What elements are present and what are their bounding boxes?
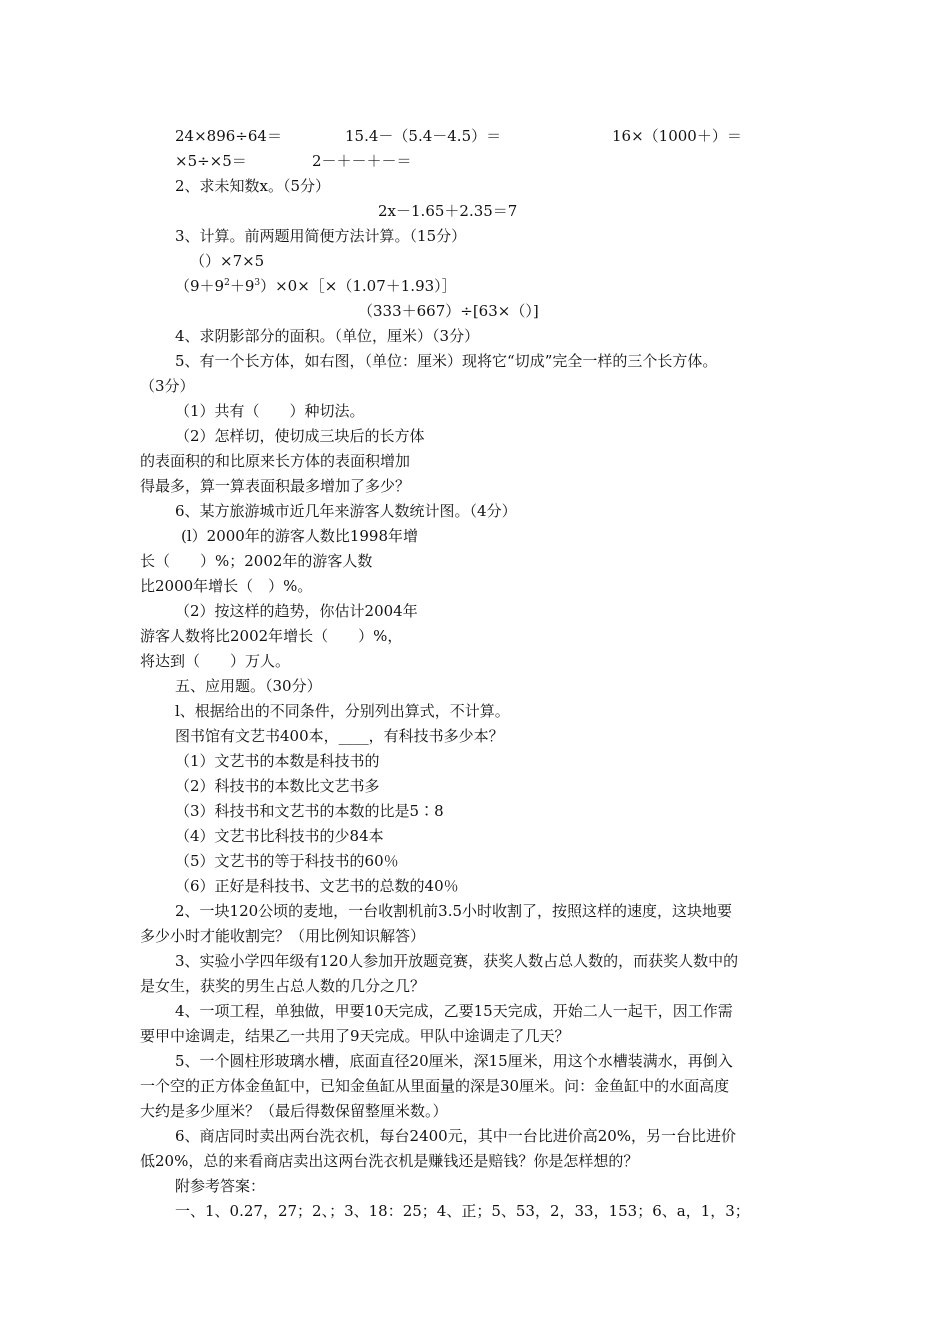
app-question-4-line-1: 4、一项工程，单独做，甲要10天完成，乙要15天完成，开始二人一起干，因工作需: [175, 1002, 733, 1020]
answer-key-title: 附参考答案：: [175, 1177, 266, 1195]
equation-line: 2x－1.65＋2.35＝7: [378, 202, 518, 220]
app-question-1-cond-6: （6）正好是科技书、文艺书的总数的40％: [175, 877, 459, 895]
calc-line-2b: 2－＋－＋－＝: [312, 152, 412, 170]
calc-line-1b: 15.4－（5.4－4.5）＝: [345, 127, 502, 145]
app-question-1-stem: 图书馆有文艺书400本，____，有科技书多少本？: [175, 727, 504, 745]
app-question-1-cond-3: （3）科技书和文艺书的本数的比是5∶8: [175, 802, 444, 820]
app-question-5-line-2: 一个空的正方体金鱼缸中，已知金鱼缸从里面量的深是30厘米。问：金鱼缸中的水面高度: [140, 1077, 730, 1095]
calc-line-1c: 16×（1000＋）＝: [612, 127, 742, 145]
calc-expression-1: （）×7×5: [190, 252, 265, 270]
app-question-3-line-1: 3、实验小学四年级有120人参加开放题竞赛，获奖人数占总人数的，而获奖人数中的: [175, 952, 739, 970]
app-question-5-line-1: 5、一个圆柱形玻璃水槽，底面直径20厘米，深15厘米，用这个水槽装满水，再倒入: [175, 1052, 733, 1070]
app-question-2-line-1: 2、一块120公顷的麦地，一台收割机前3.5小时收割了，按照这样的速度，这块地要: [175, 902, 733, 920]
question-5-part-2: （2）怎样切，使切成三块后的长方体: [175, 427, 425, 445]
app-question-1-cond-5: （5）文艺书的等于科技书的60％: [175, 852, 399, 870]
question-5-part-2-cont-2: 得最多，算一算表面积最多增加了多少？: [140, 477, 411, 495]
question-6-part-1-cont-2: 比2000年增长（ ）%。: [140, 577, 313, 595]
question-2-title: 2、求未知数x。（5分）: [175, 177, 331, 195]
calc-line-1a: 24×896÷64＝: [175, 127, 282, 145]
app-question-1-cond-1: （1）文艺书的本数是科技书的: [175, 752, 380, 770]
question-5-part-2-cont-1: 的表面积的和比原来长方体的表面积增加: [140, 452, 411, 470]
question-6-part-2-cont-1: 游客人数将比2002年增长（ ）%，: [140, 627, 403, 645]
question-6-part-1-cont-1: 长（ ）%；2002年的游客人数: [140, 552, 373, 570]
app-question-1-cond-4: （4）文艺书比科技书的少84本: [175, 827, 384, 845]
app-question-6-line-1: 6、商店同时卖出两台洗衣机，每台2400元，其中一台比进价高20%，另一台比进价: [175, 1127, 737, 1145]
answer-key-line-1: 一、1、0.27，27；2、；3、18：25；4、正；5、53，2，33，153；6、a，1，3；: [175, 1202, 750, 1220]
section-5-title: 五、应用题。（30分）: [175, 677, 322, 695]
question-3-title: 3、计算。前两题用简便方法计算。（15分）: [175, 227, 467, 245]
app-question-6-line-2: 低20%，总的来看商店卖出这两台洗衣机是赚钱还是赔钱？你是怎样想的？: [140, 1152, 639, 1170]
app-question-1-title: l、根据给出的不同条件，分别列出算式，不计算。: [175, 702, 510, 720]
question-6-part-1: (l）2000年的游客人数比1998年增: [181, 527, 418, 545]
question-6-part-2: （2）按这样的趋势，你估计2004年: [175, 602, 418, 620]
app-question-4-line-2: 要甲中途调走，结果乙一共用了9天完成。甲队中途调走了几天？: [140, 1027, 570, 1045]
calc-expression-3: （333＋667）÷[63×（）]: [358, 302, 539, 320]
app-question-2-line-2: 多少小时才能收割完？（用比例知识解答）: [140, 927, 426, 945]
question-5-part-1: （1）共有（ ）种切法。: [175, 402, 365, 420]
question-4-title: 4、求阴影部分的面积。（单位，厘米）（3分）: [175, 327, 480, 345]
calc-expression-2: $(9+9^2+9^3)\times 0\times[\times(1.07+1.93)]$: [175, 277, 457, 295]
question-5-score: （3分）: [140, 377, 195, 395]
question-5-title: 5、有一个长方体，如右图，（单位：厘米）现将它“切成”完全一样的三个长方体。: [175, 352, 718, 370]
calc-line-2a: ×5÷×5＝: [175, 152, 247, 170]
question-6-title: 6、某方旅游城市近几年来游客人数统计图。（4分）: [175, 502, 517, 520]
app-question-1-cond-2: （2）科技书的本数比文艺书多: [175, 777, 380, 795]
app-question-5-line-3: 大约是多少厘米？（最后得数保留整厘米数。）: [140, 1102, 448, 1120]
question-6-part-2-cont-2: 将达到（ ）万人。: [140, 652, 291, 670]
app-question-3-line-2: 是女生，获奖的男生占总人数的几分之几？: [140, 977, 426, 995]
